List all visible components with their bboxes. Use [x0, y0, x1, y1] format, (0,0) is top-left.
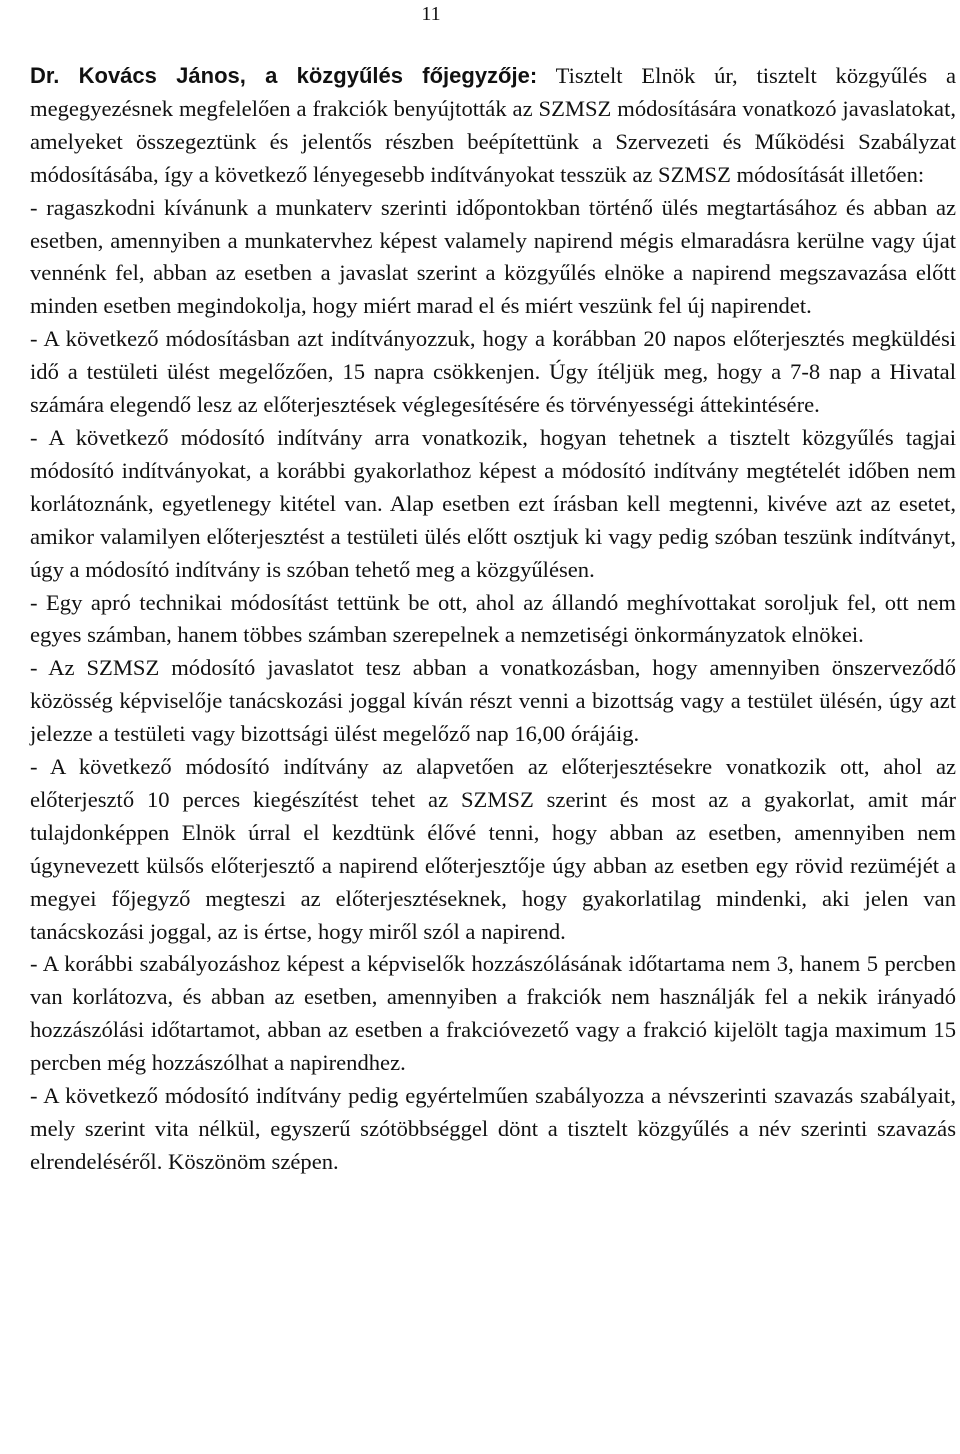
list-item-dash: - — [30, 1083, 38, 1109]
list-item-dash: - — [30, 194, 38, 220]
list-item-dash: - — [30, 655, 38, 681]
list-item — [30, 751, 956, 948]
list-item-text: Az SZMSZ módosító javaslatot tesz abban a vonatkozásban, hogy amennyiben önszerveződő közösség képviselője tanácskozási joggal kíván részt venni a bizottság vagy a testület ülésén, úgy azt jelezze a testületi vagy bizottsági ülést megelőző nap 16,00 órájáig. — [30, 655, 957, 747]
list-item — [30, 1080, 956, 1179]
page-number-text: 11 — [421, 3, 441, 25]
list-item-dash: - — [30, 326, 38, 352]
list-item — [30, 948, 956, 1080]
list-item-dash: - — [30, 589, 38, 615]
page-number — [0, 2, 960, 26]
list-item — [30, 422, 956, 587]
list-item-dash: - — [30, 424, 38, 450]
list-item-text: ragaszkodni kívánunk a munkaterv szerinti időpontokban történő ülés megtartásához és abban az esetben, amennyiben a munkatervhez képest valamely napirend mégis elmaradásra kerülne vagy újat vennénk fel, abban az esetben a javaslat szerint a közgyűlés elnöke a napirend megszavazása előtt minden esetben megindokolja, hogy miért marad el és miért veszünk fel új napirendet. — [30, 194, 956, 319]
list-item — [30, 323, 956, 422]
list-item-text: A korábbi szabályozáshoz képest a képviselők hozzászólásának időtartama nem 3, hanem 5 percben van korlátozva, és abban az esetben, amennyiben a frakciók nem használják fel a nekik irányadó hozzászólási időtartamot, abban az esetben a frakcióvezető vagy a frakció kijelölt tagja maximum 15 percben még hozzászólhat a napirendhez. — [30, 951, 957, 1076]
list-item — [30, 587, 956, 653]
speaker-name: Dr. Kovács János, a közgyűlés főjegyzője: — [30, 63, 538, 88]
list-item-text: A következő módosító indítvány pedig egyértelműen szabályozza a névszerinti szavazás szabályait, mely szerint vita nélkül, egyszerű szótöbbséggel dönt a tisztelt közgyűlés a név szerinti szavazás elrendeléséről. Köszönöm szépen. — [30, 1083, 956, 1174]
list-item — [30, 192, 956, 324]
list-item-text: A következő módosító indítvány az alapvetően az előterjesztésekre vonatkozik ott, ahol az előterjesztő 10 perces kiegészítést tehet az SZMSZ szerint és most az a gyakorlat, amit már tulajdonképpen Elnök úrral el kezdtünk élővé tenni, hogy abban az esetben, amennyiben nem úgynevezett külsős előterjesztő a napirend előterjesztője úgy abban az esetben egy rövid rezüméjét a megyei főjegyző megteszi az előterjesztéseknek, hogy gyakorlatilag mindenki, aki jelen van tanácskozási joggal, az is értse, hogy miről szól a napirend. — [30, 754, 956, 944]
intro-paragraph — [30, 60, 956, 192]
intro-text: Tisztelt Elnök úr, tisztelt közgyűlés a megegyezésnek megfelelően a frakciók benyújtották az SZMSZ módosítására vonatkozó javaslatokat, amelyeket összegeztünk és jelentős részben beépítettünk a Szervezeti és Működési Szabályzat módosításába, így a következő lényegesebb indítványokat tesszük az SZMSZ módosítását illetően: — [30, 63, 956, 187]
list-item-dash: - — [30, 754, 38, 780]
list-item-text: Egy apró technikai módosítást tettünk be ott, ahol az állandó meghívottakat soroljuk fel, ott nem egyes számban, hanem többes számban szerepelnek a nemzetiségi önkormányzatok elnökei. — [30, 589, 956, 648]
document-body — [30, 60, 956, 1179]
list-item-text: A következő módosító indítvány arra vonatkozik, hogyan tehetnek a tisztelt közgyűlés tagjai módosító indítványokat, a korábbi gyakorlathoz képest a módosító indítvány megtételét időben nem korlátoznánk, egyetlenegy kitétel van. Alap esetben ezt írásban kell megtenni, kivéve azt az esetet, amikor valamilyen előterjesztést a testületi ülés előtt osztjuk ki vagy pedig szóban teszünk indítványt, úgy a módosító indítvány is szóban tehető meg a közgyűlésen. — [30, 424, 957, 582]
list-item-dash: - — [30, 951, 38, 977]
list-item — [30, 652, 956, 751]
list-item-text: A következő módosításban azt indítványozzuk, hogy a korábban 20 napos előterjesztés megküldési idő a testületi ülést megelőzően, 15 napra csökkenjen. Úgy ítéljük meg, hogy a 7-8 nap a Hivatal számára elegendő lesz az előterjesztések véglegesítésére és törvényességi áttekintésére. — [30, 326, 957, 418]
